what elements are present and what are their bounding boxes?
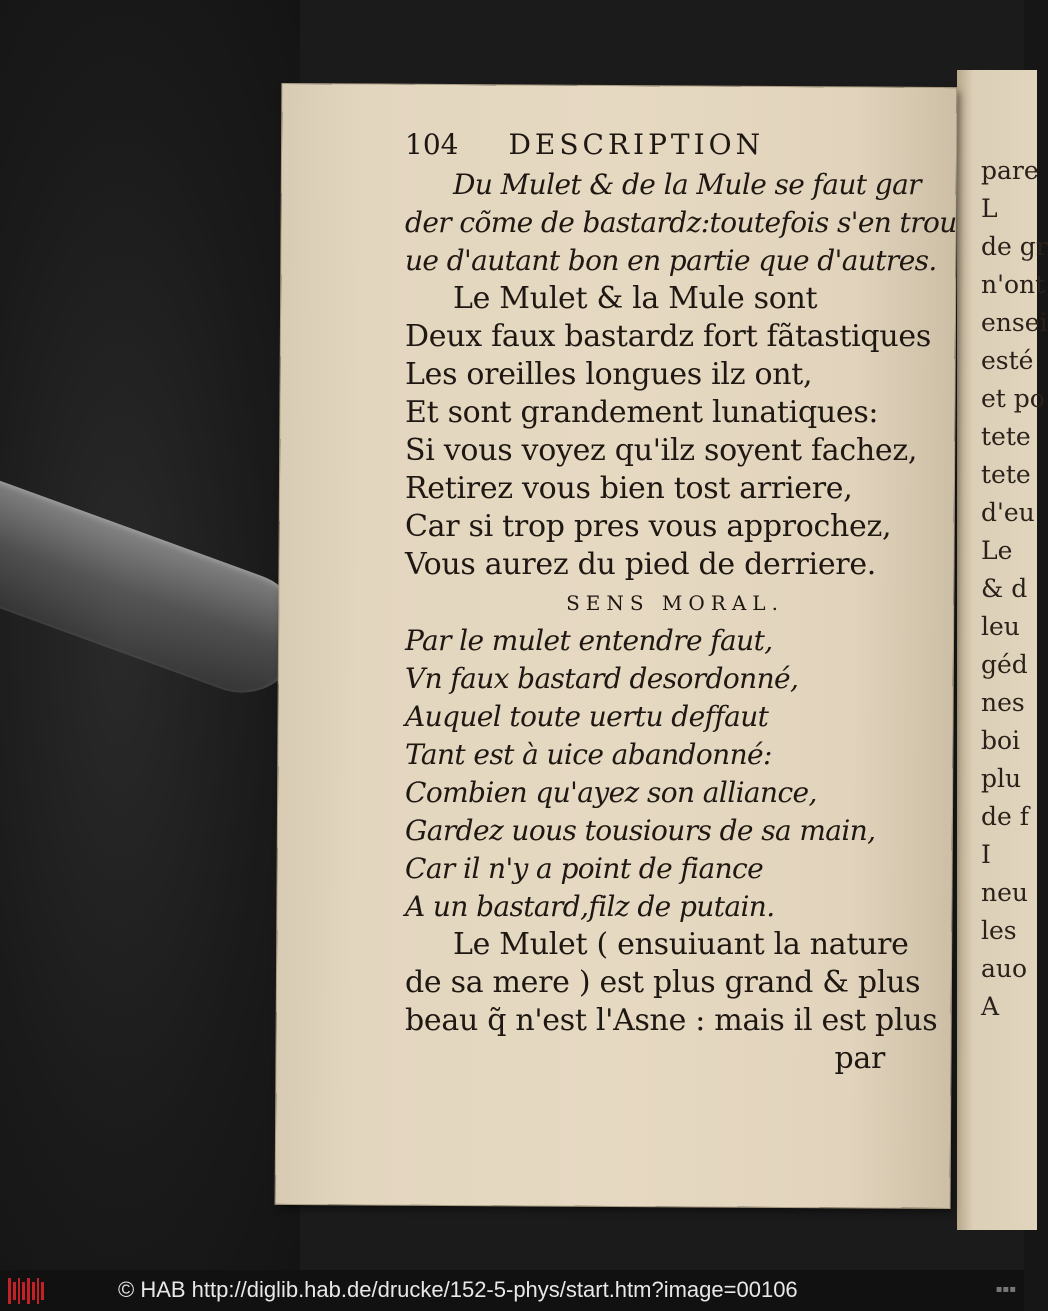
moral-line: A un bastard,filz de putain. — [405, 890, 775, 923]
footer-mark: ▪▪▪ — [995, 1284, 1016, 1295]
facing-page-fragment: les — [981, 916, 1017, 945]
prose-line: beau q̃ n'est l'Asne : mais il est plus — [405, 1003, 938, 1038]
verse-line: Les oreilles longues ilz ont, — [405, 357, 813, 392]
facing-page-fragment: n'ont — [981, 270, 1046, 299]
moral-line: Vn faux bastard desordonné, — [405, 662, 799, 695]
footer-credit: © HAB http://diglib.hab.de/drucke/152-5-phys/start.htm?image=00106 — [118, 1277, 798, 1302]
catchword: par — [834, 1041, 885, 1076]
hab-logo-icon — [8, 1278, 44, 1304]
moral-line: Auquel toute uertu deffaut — [405, 700, 769, 733]
moral-line: Gardez uous tousiours de sa main, — [405, 814, 876, 847]
facing-page-fragment: & d — [981, 574, 1028, 603]
verse-line: Et sont grandement lunatiques: — [405, 395, 879, 430]
facing-page — [957, 70, 1048, 1230]
facing-page-fragment: boi — [981, 726, 1021, 755]
facing-page-fragment: leu — [981, 612, 1020, 641]
intro-line: der cõme de bastardz:toutefois s'en trou — [405, 206, 957, 239]
moral-line: Combien qu'ayez son alliance, — [405, 776, 817, 809]
page-text — [405, 126, 957, 1078]
facing-page-fragment: plu — [981, 764, 1022, 793]
facing-page-fragment: pare — [981, 156, 1039, 185]
facing-page-fragment: de gr — [981, 232, 1048, 261]
running-head: DESCRIPTION — [508, 128, 765, 161]
facing-page-fragment: nes — [981, 688, 1025, 717]
verse-line: Si vous voyez qu'ilz soyent fachez, — [405, 433, 918, 468]
moral-heading: SENS MORAL. — [566, 591, 784, 615]
moral-line: Car il n'y a point de fiance — [405, 852, 764, 885]
facing-page-fragment: d'eu — [981, 498, 1035, 527]
page-number: 104 — [405, 128, 459, 161]
facing-page-fragment: I — [981, 840, 991, 869]
moral-line: Par le mulet entendre faut, — [405, 624, 773, 657]
verse-line: Car si trop pres vous approchez, — [405, 509, 892, 544]
facing-page-fragment: L — [981, 194, 998, 223]
prose-line: de sa mere ) est plus grand & plus — [405, 965, 921, 1000]
verse-line: Deux faux bastardz fort fãtastiques — [405, 319, 931, 354]
facing-page-fragment: tete — [981, 422, 1031, 451]
facing-page-fragment: tete — [981, 460, 1031, 489]
intro-line: Du Mulet & de la Mule se faut gar — [453, 168, 921, 201]
facing-page-fragment: auo — [981, 954, 1028, 983]
facing-page-fragment: et po — [981, 384, 1045, 413]
footer-bar — [0, 1270, 1024, 1311]
facing-page-fragment: de f — [981, 802, 1029, 831]
facing-page-fragment: A — [981, 992, 1000, 1021]
facing-page-fragment: ensei — [981, 308, 1048, 337]
verse-line: Vous aurez du pied de derriere. — [405, 547, 877, 582]
page-header — [405, 126, 905, 164]
verse-line: Le Mulet & la Mule sont — [453, 281, 818, 316]
facing-page-fragment: esté — [981, 346, 1034, 375]
prose-line: Le Mulet ( ensuiuant la nature — [453, 927, 909, 962]
facing-page-fragment: Le — [981, 536, 1013, 565]
facing-page-fragment: géd — [981, 650, 1028, 679]
moral-line: Tant est à uice abandonné: — [405, 738, 772, 771]
verse-line: Retirez vous bien tost arriere, — [405, 471, 853, 506]
facing-page-fragment: neu — [981, 878, 1028, 907]
facing-page-text — [981, 152, 1048, 1026]
intro-line: ue d'autant bon en partie que d'autres. — [405, 244, 937, 277]
